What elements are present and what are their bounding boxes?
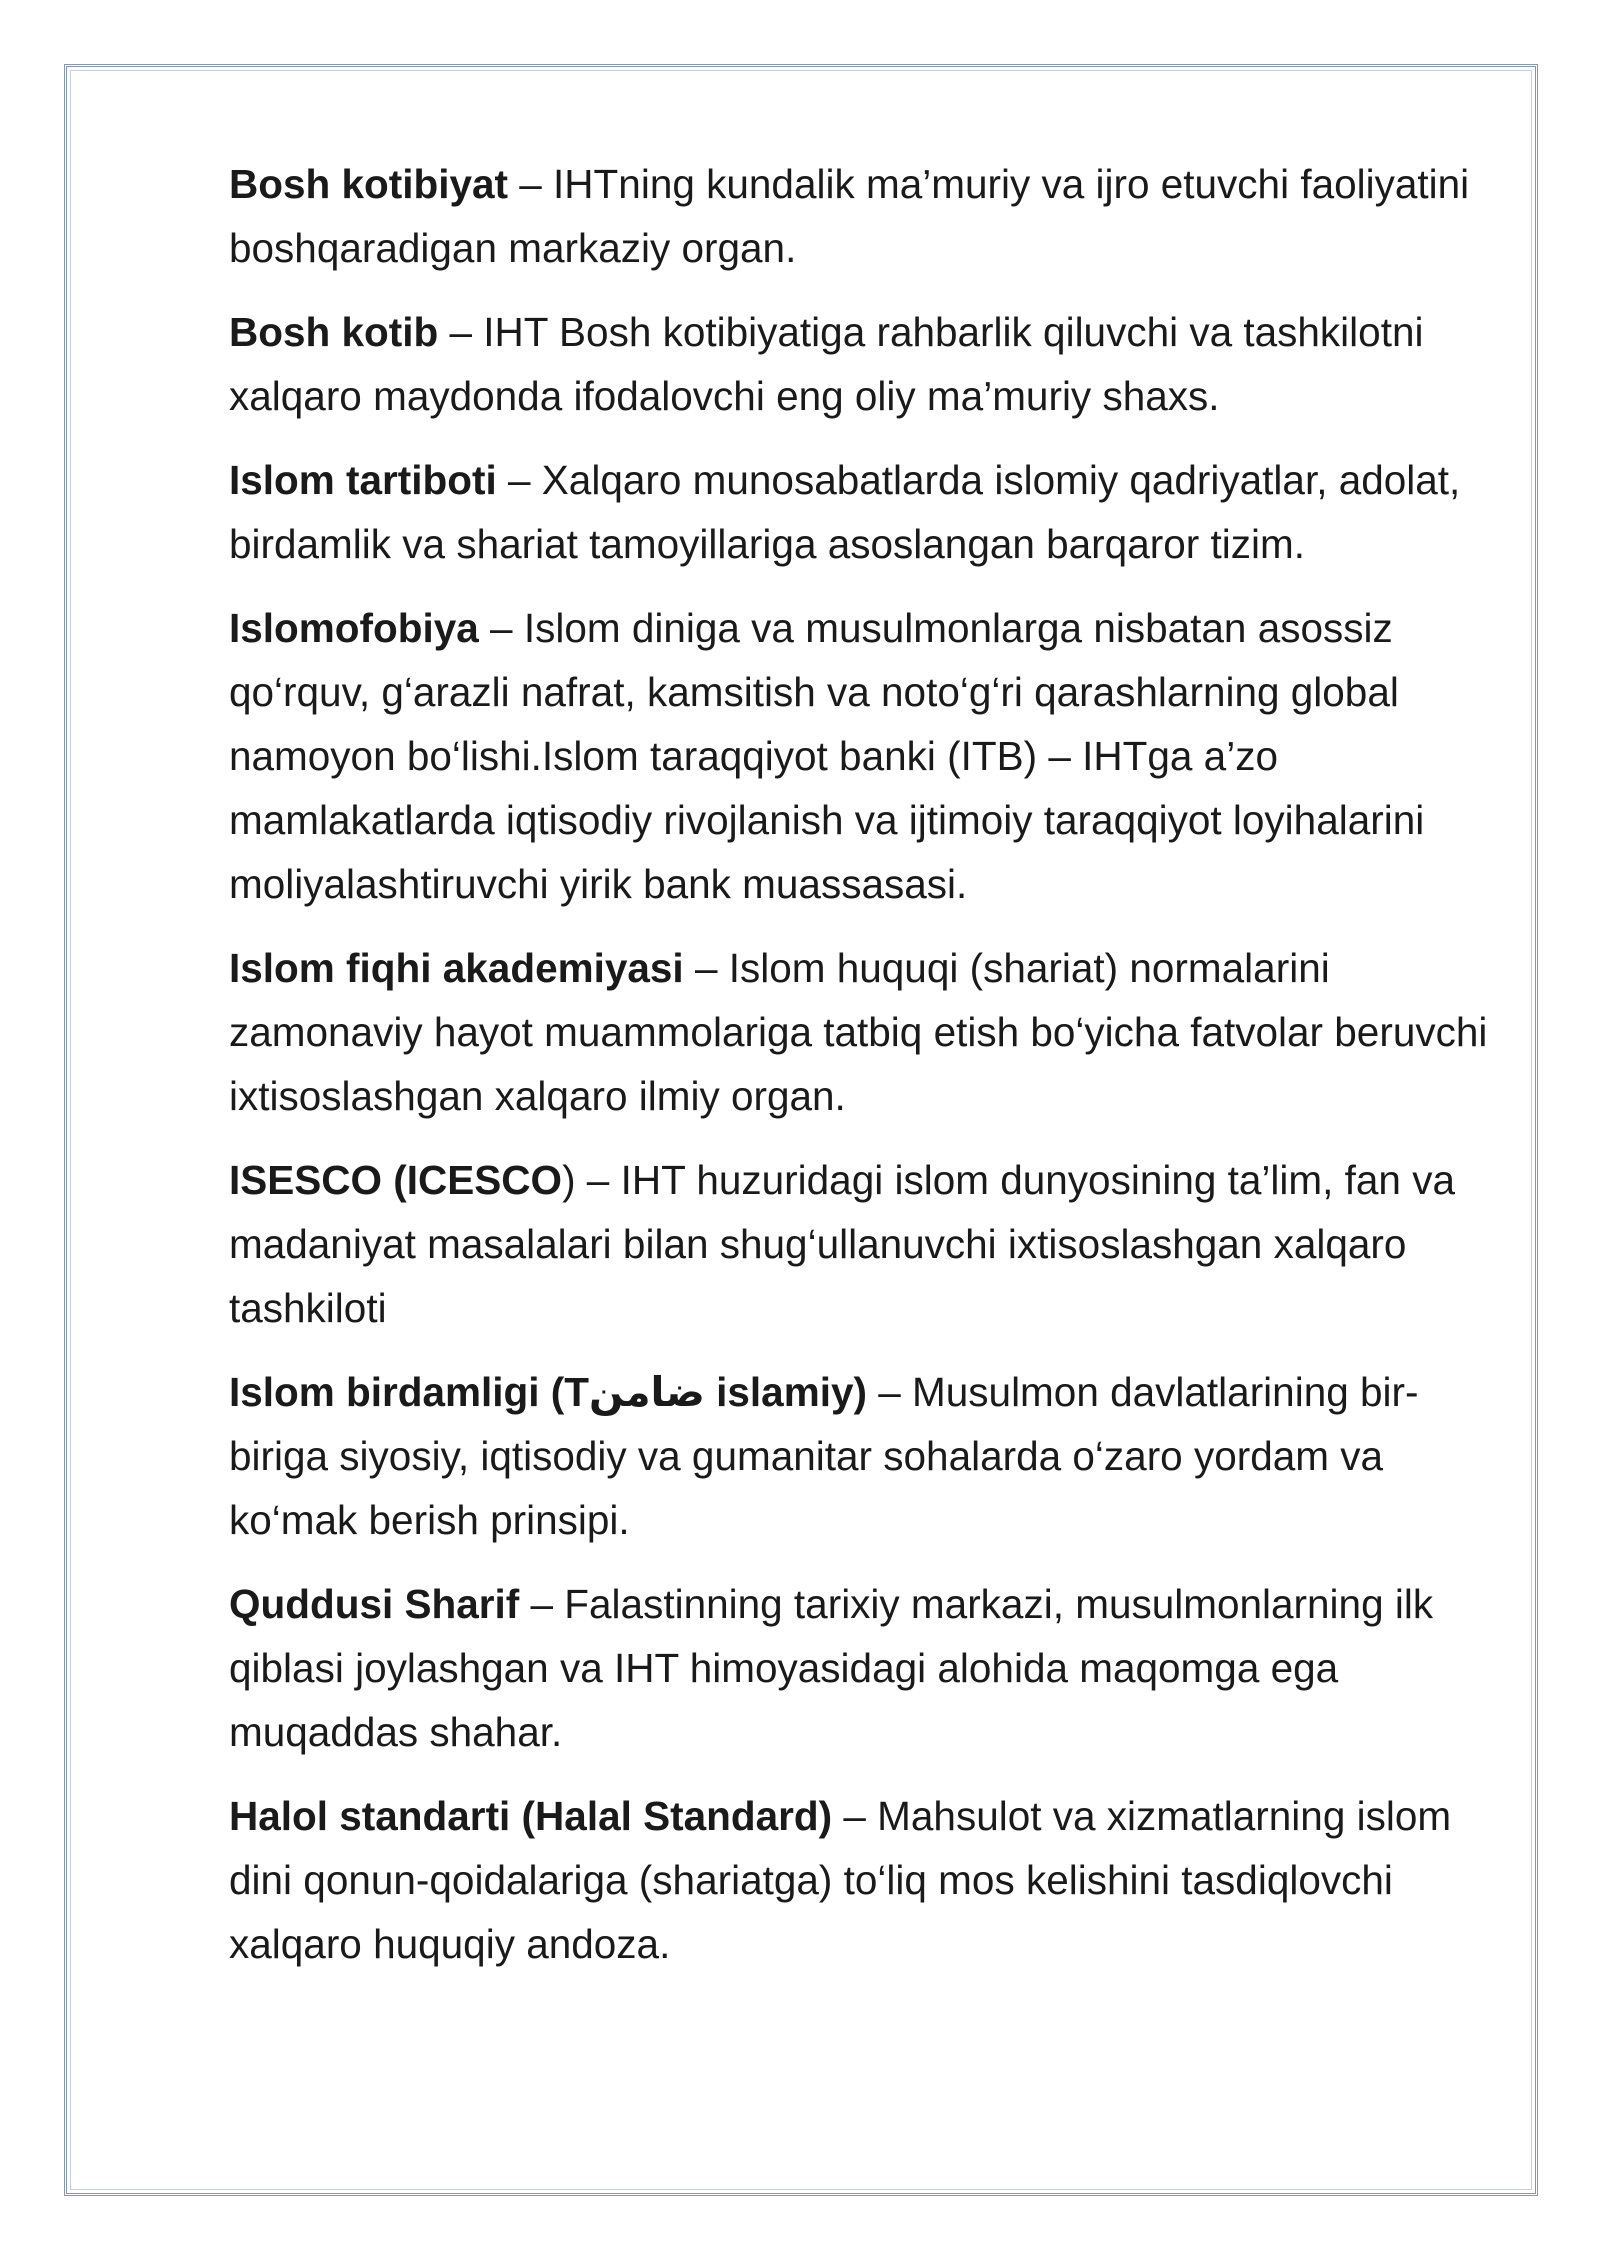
glossary-term: Bosh kotib [229, 309, 439, 355]
glossary-entry [229, 936, 1504, 1128]
glossary-entry [229, 152, 1504, 280]
glossary [229, 152, 1504, 1996]
glossary-definition: – Islom diniga va musulmonlarga nisbatan asossiz qo‘rquv, g‘arazli nafrat, kamsitish va noto‘g‘ri qarashlarning global namoyon bo‘lishi.Islom taraqqiyot banki (ITB) – IHTga a’zo mamlakatlarda iqtisodiy rivojlanish va ijtimoiy taraqqiyot loyihalarini moliyalashtiruvchi yirik bank muassasasi. [229, 605, 1425, 907]
glossary-term: Islom birdamligi (Tضامن islamiy) [229, 1369, 867, 1415]
glossary-definition: – Falastinning tarixiy markazi, musulmonlarning ilk qiblasi joylashgan va IHT himoyasidagi alohida maqomga ega muqaddas shahar. [229, 1581, 1434, 1755]
glossary-entry [229, 1360, 1504, 1552]
glossary-definition: – IHTning kundalik ma’muriy va ijro etuvchi faoliyatini boshqaradigan markaziy organ. [229, 161, 1470, 271]
glossary-term: ISESCO (ICESCO [229, 1157, 563, 1203]
glossary-definition: – Xalqaro munosabatlarda islomiy qadriyatlar, adolat, birdamlik va shariat tamoyillariga asoslangan barqaror tizim. [229, 457, 1461, 567]
glossary-term: Islom tartiboti [229, 457, 497, 503]
glossary-entry [229, 596, 1504, 916]
glossary-entry [229, 1148, 1504, 1340]
glossary-entry [229, 1784, 1504, 1976]
glossary-definition: ) – IHT huzuridagi islom dunyosining ta’lim, fan va madaniyat masalalari bilan shug‘ullanuvchi ixtisoslashgan xalqaro tashkiloti [229, 1157, 1455, 1331]
glossary-term: Halol standarti (Halal Standard) [229, 1793, 833, 1839]
glossary-term: Quddusi Sharif [229, 1581, 520, 1627]
glossary-definition: – IHT Bosh kotibiyatiga rahbarlik qiluvchi va tashkilotni xalqaro maydonda ifodalovchi eng oliy ma’muriy shaxs. [229, 309, 1424, 419]
glossary-entry [229, 448, 1504, 576]
glossary-definition: – Musulmon davlatlarining bir-biriga siyosiy, iqtisodiy va gumanitar sohalarda o‘zaro yordam va ko‘mak berish prinsipi. [229, 1369, 1419, 1543]
glossary-term: Islomofobiya [229, 605, 479, 651]
glossary-definition: – Mahsulot va xizmatlarning islom dini qonun-qoidalariga (shariatga) to‘liq mos kelishini tasdiqlovchi xalqaro huquqiy andoza. [229, 1793, 1452, 1967]
glossary-entry [229, 1572, 1504, 1764]
glossary-term: Islom fiqhi akademiyasi [229, 945, 684, 991]
glossary-definition: – Islom huquqi (shariat) normalarini zamonaviy hayot muammolariga tatbiq etish bo‘yicha fatvolar beruvchi ixtisoslashgan xalqaro ilmiy organ. [229, 945, 1488, 1119]
glossary-entry [229, 300, 1504, 428]
glossary-term: Bosh kotibiyat [229, 161, 509, 207]
